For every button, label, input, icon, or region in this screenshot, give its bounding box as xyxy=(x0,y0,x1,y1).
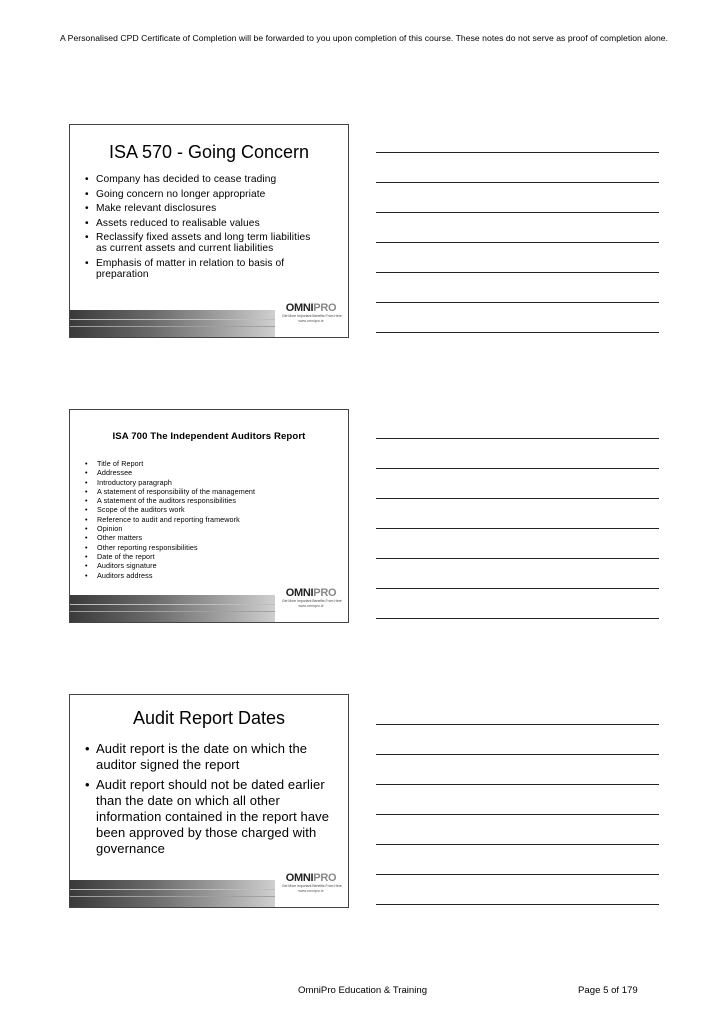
list-item: • Audit report should not be dated earlier than the date on which all other information contained in the report have been approved by those charged with governance xyxy=(85,777,330,856)
slide-isa-570 xyxy=(69,124,349,338)
note-line xyxy=(376,272,659,273)
list-item: • Assets reduced to realisable values xyxy=(85,217,260,229)
list-item: • Reference to audit and reporting framework xyxy=(85,514,240,524)
note-line xyxy=(376,212,659,213)
slide-bullet-list xyxy=(85,741,330,861)
slide-bullet-list xyxy=(85,459,256,580)
note-line xyxy=(376,814,659,815)
note-line xyxy=(376,302,659,303)
note-line xyxy=(376,332,659,333)
note-line xyxy=(376,468,659,469)
page-header-notice: A Personalised CPD Certificate of Completion will be forwarded to you upon completion of this course. These notes do not serve as proof of completion alone. xyxy=(59,33,669,43)
note-line xyxy=(376,588,659,589)
note-line xyxy=(376,754,659,755)
list-item: • Introductory paragraph xyxy=(85,477,172,487)
list-item: • Auditors address xyxy=(85,570,153,580)
note-line xyxy=(376,242,659,243)
list-item: • Auditors signature xyxy=(85,561,157,571)
list-item: • Audit report is the date on which the auditor signed the report xyxy=(85,741,308,772)
slide-footer-band xyxy=(70,310,275,337)
footer-page-number: Page 5 of 179 xyxy=(578,985,638,996)
list-item: • Scope of the auditors work xyxy=(85,505,185,515)
note-line xyxy=(376,152,659,153)
note-line xyxy=(376,498,659,499)
slide-footer-band xyxy=(70,595,275,622)
list-item: • Title of Report xyxy=(85,459,144,468)
slide-bullet-list xyxy=(85,174,311,283)
list-item: • Addressee xyxy=(85,468,133,478)
footer-org: OmniPro Education & Training xyxy=(298,985,428,996)
list-item: • Other matters xyxy=(85,533,143,543)
note-line xyxy=(376,438,659,439)
note-line xyxy=(376,724,659,725)
list-item: • A statement of the auditors responsibilities xyxy=(85,496,237,506)
slide-footer-band xyxy=(70,880,275,907)
list-item: • Company has decided to cease trading xyxy=(85,174,277,185)
list-item: • Emphasis of matter in relation to basis of preparation xyxy=(85,257,285,280)
slide-title: ISA 570 - Going Concern xyxy=(108,142,310,162)
list-item: • A statement of responsibility of the management xyxy=(85,486,256,496)
note-line xyxy=(376,904,659,905)
note-line xyxy=(376,558,659,559)
list-item: • Going concern no longer appropriate xyxy=(85,188,266,200)
list-item: • Date of the report xyxy=(85,551,155,561)
note-line xyxy=(376,874,659,875)
list-item: • Reclassify fixed assets and long term liabilities as current assets and current liabilities xyxy=(85,232,311,255)
omnipro-logo: OMNIPRO Get More Important Benefits From Here www.omnipro.ie xyxy=(282,872,342,893)
slide-title: Audit Report Dates xyxy=(132,708,286,728)
list-item: • Opinion xyxy=(85,524,123,534)
omnipro-logo: OMNIPRO Get More Important Benefits From Here www.omnipro.ie xyxy=(282,302,342,323)
note-line xyxy=(376,528,659,529)
slide-isa-700 xyxy=(69,409,349,623)
slide-audit-report-dates xyxy=(69,694,349,908)
list-item: • Other reporting responsibilities xyxy=(85,542,198,552)
note-line xyxy=(376,618,659,619)
slide-title: ISA 700 The Independent Auditors Report xyxy=(112,431,306,442)
note-line xyxy=(376,784,659,785)
list-item: • Make relevant disclosures xyxy=(85,203,217,214)
note-line xyxy=(376,182,659,183)
omnipro-logo: OMNIPRO Get More Important Benefits From Here www.omnipro.ie xyxy=(282,587,342,608)
note-line xyxy=(376,844,659,845)
